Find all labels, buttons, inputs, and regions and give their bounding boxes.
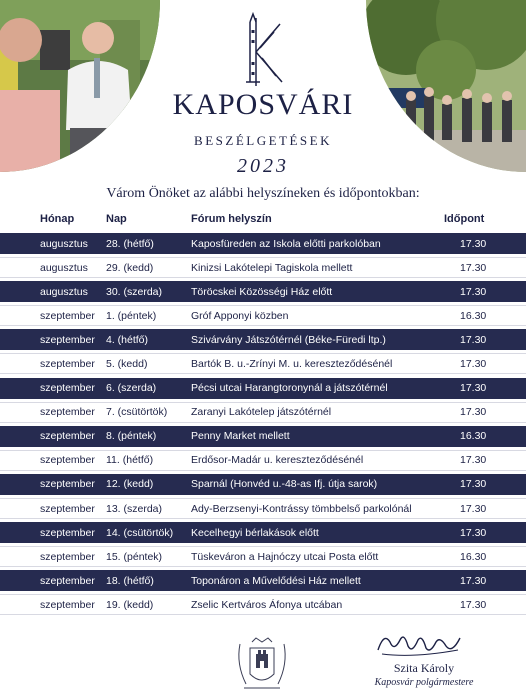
table-row [0,450,526,471]
cell-time: 16.30 [460,309,487,322]
cell-forum: Pécsi utcai Harangtoronynál a játszótérnél [191,382,388,395]
table-row [0,281,526,302]
cell-forum: Bartók B. u.-Zrínyi M. u. kereszteződésénél [191,357,393,370]
cell-month: szeptember [40,574,95,587]
table-row [0,402,526,423]
cell-month: szeptember [40,526,95,539]
cell-time: 17.30 [460,598,487,611]
cell-month: szeptember [40,550,95,563]
table-row [0,353,526,374]
cell-forum: Erdősor-Madár u. kereszteződésénél [191,454,364,467]
cell-month: szeptember [40,478,95,491]
cell-forum: Kecelhegyi bérlakások előtt [191,526,319,539]
cell-forum: Gróf Apponyi közben [191,309,289,322]
cell-forum: Ady-Berzsenyi-Kontrássy tömbbelső parkolónál [191,502,412,515]
table-row [0,329,526,350]
cell-day: 4. (hétfő) [106,333,149,346]
cell-time: 17.30 [460,502,487,515]
cell-time: 17.30 [460,574,487,587]
schedule-table-header [0,210,526,230]
cell-time: 17.30 [460,285,487,298]
cell-time: 17.30 [460,357,487,370]
cell-month: augusztus [40,285,88,298]
cell-day: 12. (kedd) [106,478,154,491]
cell-time: 16.30 [460,430,487,443]
cell-month: szeptember [40,430,95,443]
table-row [0,498,526,519]
cell-day: 11. (hétfő) [106,454,154,467]
photo-speaker [0,0,160,172]
cell-day: 7. (csütörtök) [106,406,168,419]
cell-day: 1. (péntek) [106,309,157,322]
schedule-table [0,233,526,619]
year-label: 2023 [237,155,289,177]
cell-forum: Toponáron a Művelődési Ház mellett [191,574,361,587]
cell-time: 17.30 [460,382,487,395]
cell-time: 16.30 [460,550,487,563]
cell-forum: Szivárvány Játszótérnél (Béke-Füredi ltp.) [191,333,386,346]
cell-forum: Kinizsi Lakótelepi Tagiskola mellett [191,261,353,274]
page-subtitle: BESZÉLGETÉSEK [194,133,332,148]
signer-role: Kaposvár polgármestere [374,677,474,688]
cell-month: szeptember [40,406,95,419]
header-day: Nap [106,213,127,225]
cell-day: 15. (péntek) [106,550,163,563]
table-row [0,233,526,254]
cell-time: 17.30 [460,478,487,491]
cell-day: 29. (kedd) [106,261,154,274]
header-forum: Fórum helyszín [191,213,272,225]
table-row [0,522,526,543]
table-row [0,546,526,567]
cell-day: 30. (szerda) [106,285,163,298]
cell-time: 17.30 [460,333,487,346]
cell-day: 18. (hétfő) [106,574,154,587]
signer-name: Szita Károly [393,661,455,675]
cell-forum: Kaposfüreden az Iskola előtti parkolóban [191,237,381,250]
kaposvar-logo-icon [236,12,288,90]
cell-day: 13. (szerda) [106,502,163,515]
cell-month: szeptember [40,382,95,395]
cell-forum: Tüskeváron a Hajnóczy utcai Posta előtt [191,550,379,563]
table-row [0,570,526,591]
cell-day: 14. (csütörtök) [106,526,174,539]
cell-day: 8. (péntek) [106,430,157,443]
cell-month: augusztus [40,237,88,250]
table-row [0,305,526,326]
cell-time: 17.30 [460,237,487,250]
table-row [0,474,526,495]
table-row [0,378,526,399]
cell-forum: Zaranyi Lakótelep játszótérnél [191,406,332,419]
cell-forum: Töröcskei Közösségi Ház előtt [191,285,333,298]
intro-text: Várom Önöket az alábbi helyszíneken és időpontokban: [106,186,420,201]
cell-day: 19. (kedd) [106,598,154,611]
cell-month: szeptember [40,357,95,370]
cell-day: 5. (kedd) [106,357,148,370]
cell-day: 6. (szerda) [106,382,157,395]
cell-month: szeptember [40,598,95,611]
page-title: KAPOSVÁRI [172,88,354,121]
cell-time: 17.30 [460,406,487,419]
table-row [0,426,526,447]
photo-crowd [366,0,526,172]
table-row [0,257,526,278]
kaposvar-coat-of-arms-icon [234,634,290,694]
signature-icon [374,628,464,660]
cell-forum: Zselic Kertváros Áfonya utcában [191,598,343,611]
cell-time: 17.30 [460,454,487,467]
cell-time: 17.30 [460,261,487,274]
cell-month: szeptember [40,333,95,346]
cell-day: 28. (hétfő) [106,237,154,250]
header-time: Időpont [444,213,485,225]
cell-forum: Penny Market mellett [191,430,290,443]
cell-month: szeptember [40,502,95,515]
cell-month: szeptember [40,454,95,467]
cell-month: augusztus [40,261,88,274]
cell-forum: Sparnál (Honvéd u.-48-as Ifj. útja sarok) [191,478,378,491]
cell-month: szeptember [40,309,95,322]
header-month: Hónap [40,213,75,225]
cell-time: 17.30 [460,526,487,539]
table-row [0,594,526,615]
